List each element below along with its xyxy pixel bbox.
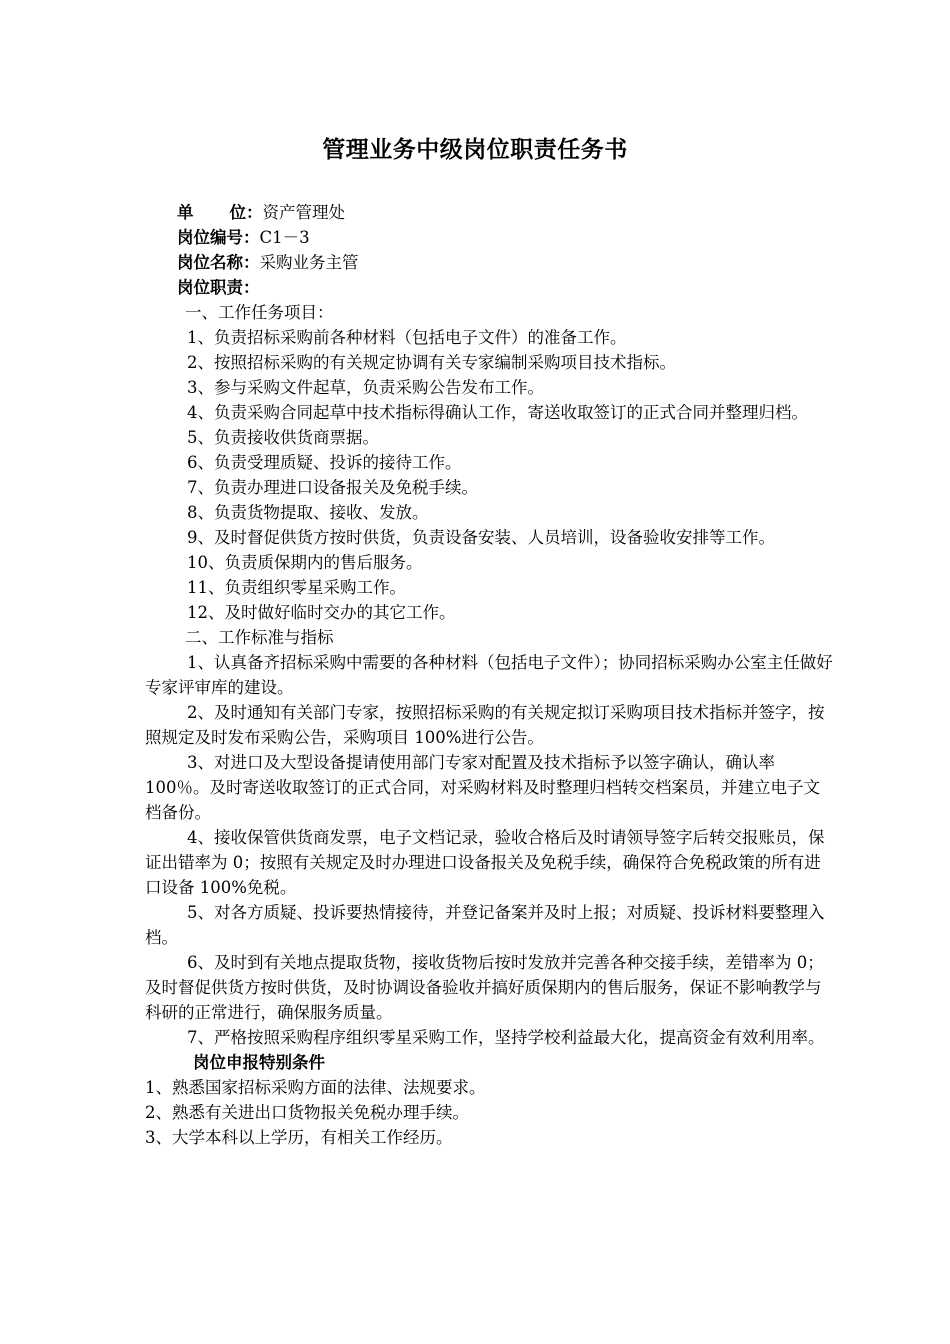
- task-item: 5、负责接收供货商票据。: [187, 428, 379, 447]
- condition-item: 3、大学本科以上学历，有相关工作经历。: [145, 1128, 453, 1147]
- task-item: 9、及时督促供货方按时供货，负责设备安装、人员培训，设备验收安排等工作。: [187, 528, 775, 547]
- section1-heading: 一、工作任务项目：: [185, 303, 334, 322]
- code-value: C1－3: [259, 228, 310, 247]
- name-label: 岗位名称：: [177, 253, 260, 272]
- unit-line: [145, 200, 835, 225]
- task-item: 11、负责组织零星采购工作。: [187, 578, 406, 597]
- unit-value: 资产管理处: [262, 203, 345, 222]
- name-line: [145, 250, 835, 275]
- task-item: 2、按照招标采购的有关规定协调有关专家编制采购项目技术指标。: [187, 353, 676, 372]
- section3-heading: 岗位申报特别条件: [193, 1053, 325, 1072]
- task-item: 3、参与采购文件起草，负责采购公告发布工作。: [187, 378, 544, 397]
- duty-label: 岗位职责：: [177, 278, 260, 297]
- task-item: 1、负责招标采购前各种材料（包括电子文件）的准备工作。: [187, 328, 627, 347]
- standard-item: 7、严格按照采购程序组织零星采购工作，坚持学校利益最大化，提高资金有效利用率。: [187, 1028, 825, 1047]
- task-item: 7、负责办理进口设备报关及免税手续。: [187, 478, 478, 497]
- condition-item: 1、熟悉国家招标采购方面的法律、法规要求。: [145, 1078, 486, 1097]
- task-item: 4、负责采购合同起草中技术指标得确认工作，寄送收取签订的正式合同并整理归档。: [187, 403, 808, 422]
- standard-item: 2、及时通知有关部门专家，按照招标采购的有关规定拟订采购项目技术指标并签字，按照规定及时发布采购公告，采购项目 100%进行公告。: [145, 703, 825, 747]
- task-item: 6、负责受理质疑、投诉的接待工作。: [187, 453, 462, 472]
- unit-label-b: 位：: [229, 203, 263, 222]
- unit-label-a: 单: [177, 203, 194, 222]
- task-item: 10、负责质保期内的售后服务。: [187, 553, 423, 572]
- condition-item: 2、熟悉有关进出口货物报关免税办理手续。: [145, 1103, 469, 1122]
- code-label: 岗位编号：: [177, 228, 260, 247]
- document-title: 管理业务中级岗位职责任务书: [322, 137, 628, 163]
- task-item: 8、负责货物提取、接收、发放。: [187, 503, 429, 522]
- standard-item: 5、对各方质疑、投诉要热情接待，并登记备案并及时上报；对质疑、投诉材料要整理入档。: [145, 903, 825, 947]
- standard-item: 4、接收保管供货商发票，电子文档记录，验收合格后及时请领导签字后转交报账员，保证出错率为 0；按照有关规定及时办理进口设备报关及免税手续，确保符合免税政策的所有进口设备 100%免税。: [145, 828, 825, 897]
- name-value: 采购业务主管: [259, 253, 359, 272]
- standard-item: 3、对进口及大型设备提请使用部门专家对配置及技术指标予以签字确认，确认率 100％。及时寄送收取签订的正式合同，对采购材料及时整理归档转交档案员，并建立电子文档备份。: [145, 753, 820, 822]
- section2-heading: 二、工作标准与指标: [185, 628, 334, 647]
- standard-item: 1、认真备齐招标采购中需要的各种材料（包括电子文件）；协同招标采购办公室主任做好专家评审库的建设。: [145, 653, 833, 697]
- document-body: [145, 200, 835, 1150]
- code-line: [145, 225, 835, 250]
- task-item: 12、及时做好临时交办的其它工作。: [187, 603, 456, 622]
- standard-item: 6、及时到有关地点提取货物，接收货物后按时发放并完善各种交接手续，差错率为 0；及时督促供货方按时供货，及时协调设备验收并搞好质保期内的售后服务，保证不影响教学与科研的正常进行，确保服务质量。: [145, 953, 824, 1022]
